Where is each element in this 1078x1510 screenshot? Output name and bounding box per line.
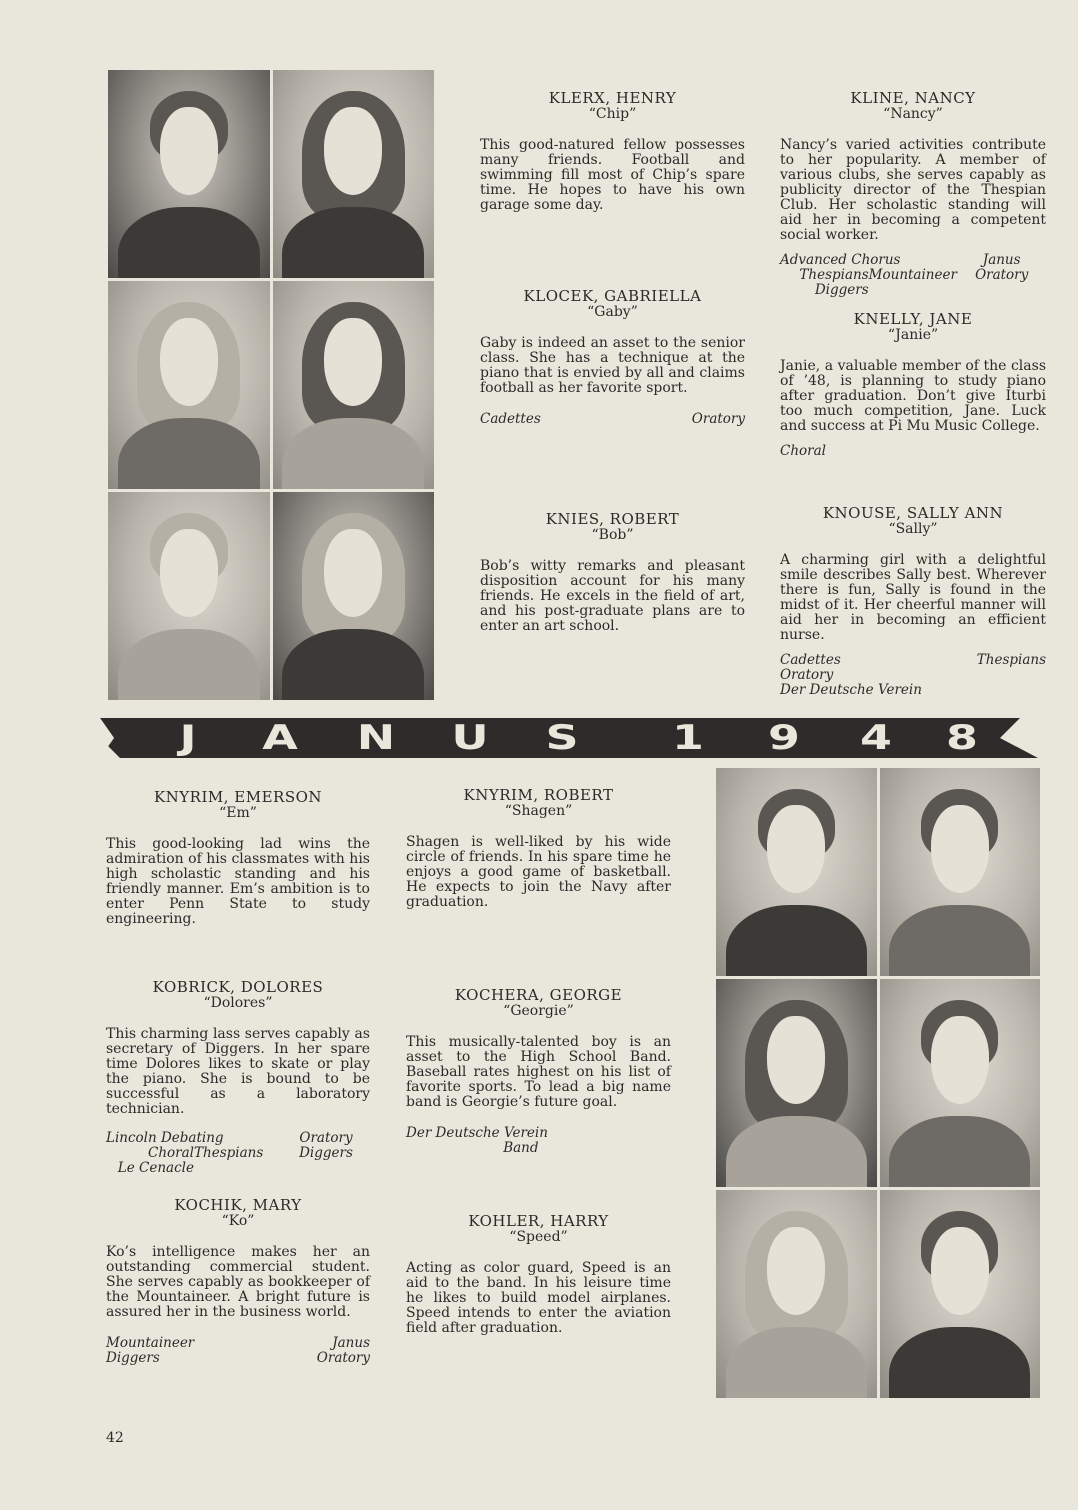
student-clubs (106, 1336, 370, 1366)
entry-knyrim-emerson (106, 790, 370, 927)
portrait-kobrick-dolores (716, 979, 877, 1187)
portrait-klocek-gabriella (108, 281, 270, 489)
student-name: KLINE, NANCY (850, 89, 976, 107)
student-name: KNIES, ROBERT (545, 510, 680, 528)
portrait-grid-bottom (716, 768, 1040, 1398)
portrait-kochera-george (880, 979, 1041, 1187)
student-clubs (480, 412, 745, 427)
student-description: Bob’s witty remarks and pleasant disposition account for his many friends. He excels in the field of art, and his post-graduate plans are to enter an art school. (480, 558, 745, 634)
student-nickname: “Janie” (887, 327, 939, 343)
entry-knyrim-robert (406, 788, 671, 910)
entry-knelly-jane (780, 312, 1046, 459)
portrait-knelly-jane (273, 281, 435, 489)
entry-klocek-gabriella (480, 289, 745, 427)
student-name: KLERX, HENRY (548, 89, 677, 107)
club: Oratory (975, 267, 1029, 283)
club: Choral (148, 1145, 194, 1161)
club: Mountaineer (868, 267, 957, 283)
banner-letter: N (356, 718, 396, 758)
entry-kline-nancy (780, 91, 1046, 298)
student-clubs (780, 253, 1046, 298)
janus-1948-banner (100, 716, 1038, 760)
student-nickname: “Gaby” (587, 304, 638, 320)
student-nickname: “Georgie” (503, 1003, 574, 1019)
student-name: KOCHERA, GEORGE (454, 986, 623, 1004)
entry-kochera-george (406, 988, 671, 1156)
entry-kobrick-dolores (106, 980, 370, 1176)
student-description: Ko’s intelligence makes her an outstanding commercial student. She serves capably as bookkeeper of the Mountaineer. A bright future is assured her in the business world. (106, 1244, 370, 1320)
club: Janus (332, 1335, 370, 1351)
portrait-knouse-sally-ann (273, 492, 435, 700)
club: Der Deutsche Verein (406, 1125, 548, 1141)
banner-letter: A (262, 718, 298, 758)
club: Mountaineer (106, 1335, 195, 1351)
banner-letter: 9 (768, 718, 800, 758)
club: Oratory (691, 411, 745, 427)
student-description: This musically-talented boy is an asset to the High School Band. Baseball rates highest on his list of favorite sports. To lead a big name band is Georgie’s future goal. (406, 1034, 671, 1110)
student-name: KOCHIK, MARY (174, 1196, 302, 1214)
student-name: KNYRIM, EMERSON (153, 788, 323, 806)
student-clubs (106, 1131, 370, 1176)
banner-letter: S (545, 718, 579, 758)
student-description: Nancy’s varied activities contribute to her popularity. A member of various clubs, she serves capably as publicity director of the Thespian Club. Her scholastic standing will aid her in becoming a competent social worker. (780, 137, 1046, 243)
student-description: This good-looking lad wins the admiration of his classmates with his high scholastic standing and his friendly manner. Em’s ambition is to enter Penn State to study engineering. (106, 836, 370, 927)
entry-knouse-sally-ann (780, 506, 1046, 698)
club: Der Deutsche Verein (780, 682, 922, 698)
banner-letter: 8 (946, 718, 978, 758)
club: Advanced Chorus (780, 252, 901, 268)
club: Cadettes (780, 652, 841, 668)
student-name: KNOUSE, SALLY ANN (822, 504, 1004, 522)
portrait-grid-top (108, 70, 434, 700)
portrait-klerx-henry (108, 70, 270, 278)
portrait-knies-robert (108, 492, 270, 700)
student-name: KNELLY, JANE (853, 310, 973, 328)
entry-kohler-harry (406, 1214, 671, 1336)
student-name: KOHLER, HARRY (468, 1212, 609, 1230)
student-name: KOBRICK, DOLORES (152, 978, 324, 996)
student-nickname: “Speed” (509, 1229, 568, 1245)
student-nickname: “Bob” (591, 527, 634, 543)
student-name: KLOCEK, GABRIELLA (523, 287, 702, 305)
banner-letter: J (179, 718, 197, 758)
student-description: Janie, a valuable member of the class of ’48, is planning to study piano after graduation. Don’t give Iturbi too much competition, Jane. Luck and success at Pi Mu Music College. (780, 358, 1046, 434)
student-nickname: “Em” (219, 805, 257, 821)
student-description: This charming lass serves capably as secretary of Diggers. In her spare time Dolores likes to skate or play the piano. She is bound to be successful as a laboratory technician. (106, 1026, 370, 1117)
portrait-kohler-harry (880, 1190, 1041, 1398)
club: Lincoln Debating (106, 1130, 224, 1146)
portrait-kline-nancy (273, 70, 435, 278)
student-clubs (406, 1126, 671, 1156)
club: Diggers (299, 1145, 353, 1161)
student-clubs (780, 653, 1046, 698)
club: Janus (982, 252, 1021, 268)
entry-knies-robert (480, 512, 745, 634)
student-nickname: “Sally” (888, 521, 938, 537)
club: Oratory (780, 667, 834, 683)
club: Cadettes (480, 411, 541, 427)
club: Oratory (316, 1350, 370, 1366)
club: Band (503, 1140, 539, 1156)
entry-klerx-henry (480, 91, 745, 213)
student-description: This good-natured fellow possesses many friends. Football and swimming fill most of Chip’s spare time. He hopes to have his own garage some day. (480, 137, 745, 213)
club: Diggers (106, 1350, 160, 1366)
portrait-knyrim-robert (880, 768, 1041, 976)
club: Thespians (194, 1145, 264, 1161)
student-description: A charming girl with a delightful smile describes Sally best. Wherever there is fun, Sally is found in the midst of it. Her cheerful manner will aid her in becoming an efficient nurse. (780, 552, 1046, 643)
student-nickname: “Nancy” (883, 106, 943, 122)
club: Thespians (976, 652, 1046, 668)
portrait-knyrim-emerson (716, 768, 877, 976)
banner-letter: 4 (860, 718, 892, 758)
student-description: Acting as color guard, Speed is an aid to the band. In his leisure time he likes to build model airplanes. Speed intends to enter the aviation field after graduation. (406, 1260, 671, 1336)
banner-letter: U (451, 718, 489, 758)
page-number: 42 (106, 1430, 124, 1446)
student-nickname: “Dolores” (203, 995, 273, 1011)
club: Choral (780, 443, 826, 459)
student-description: Gaby is indeed an asset to the senior class. She has a technique at the piano that is envied by all and claims football as her favorite sport. (480, 335, 745, 396)
student-name: KNYRIM, ROBERT (463, 786, 614, 804)
entry-kochik-mary (106, 1198, 370, 1366)
student-nickname: “Shagen” (504, 803, 573, 819)
banner-letter: 1 (672, 718, 704, 758)
club: Oratory (299, 1130, 353, 1146)
club: Le Cenacle (117, 1160, 194, 1176)
student-description: Shagen is well-liked by his wide circle of friends. In his spare time he enjoys a good game of basketball. He expects to join the Navy after graduation. (406, 834, 671, 910)
student-clubs (780, 444, 1046, 459)
club: Thespians (799, 267, 869, 283)
club: Diggers (814, 282, 869, 298)
portrait-kochik-mary (716, 1190, 877, 1398)
student-nickname: “Chip” (588, 106, 637, 122)
student-nickname: “Ko” (221, 1213, 255, 1229)
